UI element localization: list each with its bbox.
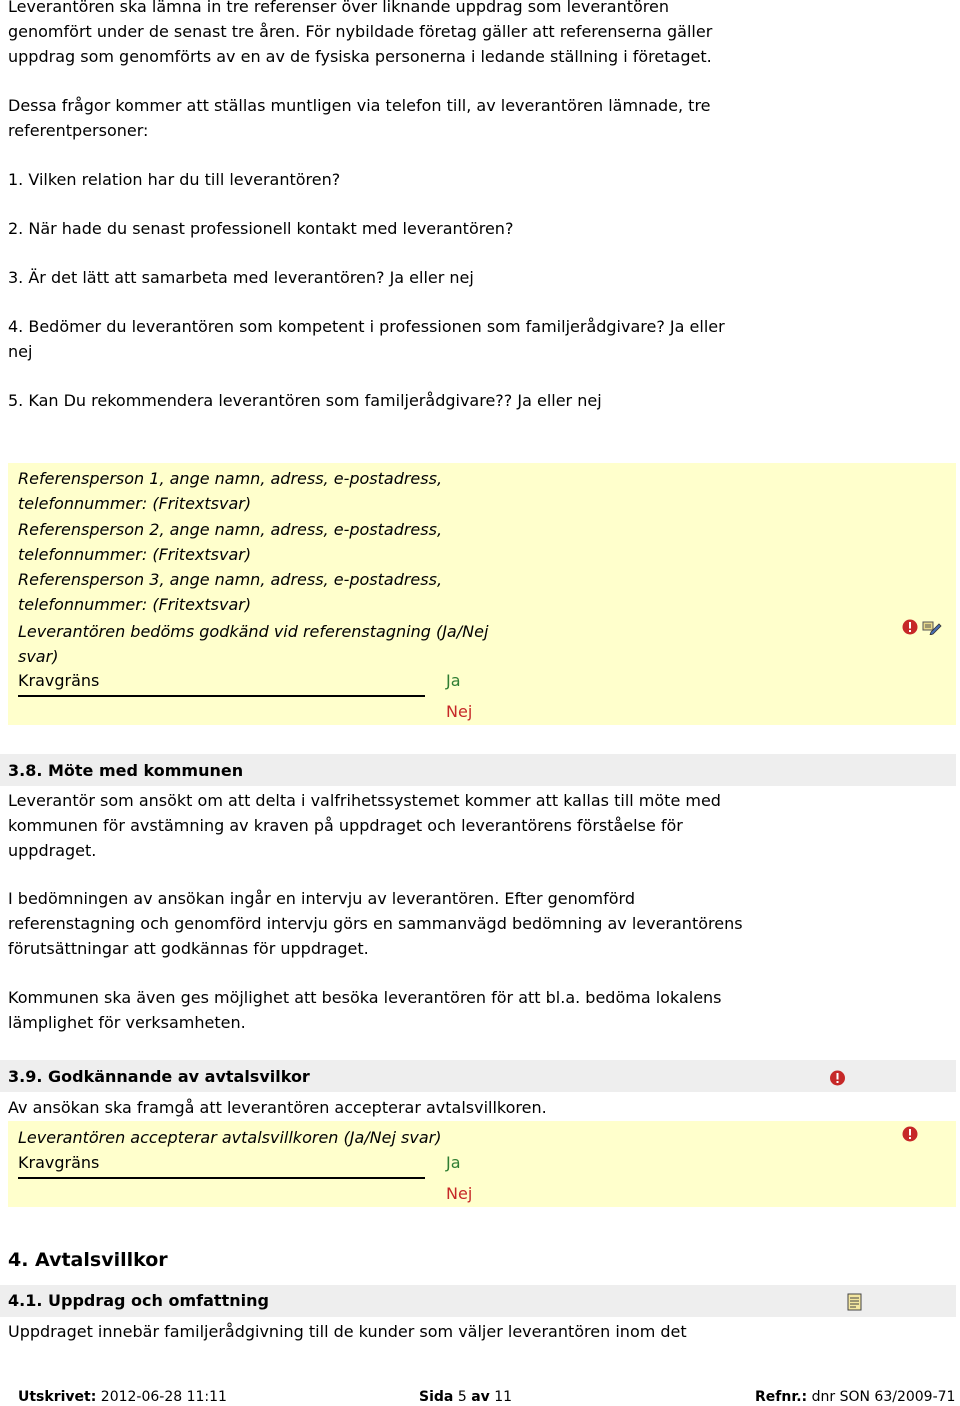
text-line: telefonnummer: (Fritextsvar) <box>18 494 252 513</box>
text-line: referenstagning och genomförd intervju görs en sammanvägd bedömning av leverantörens <box>8 914 743 933</box>
text-line: telefonnummer: (Fritextsvar) <box>18 545 252 564</box>
text-line: svar) <box>18 647 59 666</box>
section-3-9-paragraph: Av ansökan ska framgå att leverantören accepterar avtalsvillkoren. <box>8 1098 547 1117</box>
warning-icon <box>902 1126 918 1142</box>
text-line: Leverantören bedöms godkänd vid referenstagning (Ja/Nej <box>18 622 489 641</box>
question-2: 2. När hade du senast professionell kontakt med leverantören? <box>8 219 514 238</box>
question-3: 3. Är det lätt att samarbeta med leverantören? Ja eller nej <box>8 268 474 287</box>
answer-ja-option[interactable]: Ja <box>446 671 461 690</box>
answer-nej-option[interactable]: Nej <box>446 1184 473 1203</box>
footer-page-of: av <box>471 1389 490 1405</box>
footer-ref-label: Refnr.: <box>755 1389 808 1405</box>
question-5: 5. Kan Du rekommendera leverantören som familjerådgivare?? Ja eller nej <box>8 391 602 410</box>
text-line: genomfört under de senast tre åren. För nybildade företag gäller att referenserna gäller <box>8 22 713 41</box>
warning-icon <box>829 1070 846 1086</box>
document-icon[interactable] <box>846 1293 864 1311</box>
footer-printed <box>18 1388 227 1406</box>
intro-paragraph <box>8 0 808 69</box>
text-line: Referensperson 1, ange namn, adress, e-postadress, <box>18 469 443 488</box>
footer-printed-value: 2012-06-28 11:11 <box>100 1389 227 1405</box>
text-line: Dessa frågor kommer att ställas muntligen via telefon till, av leverantören lämnade, tre <box>8 96 711 115</box>
text-line: I bedömningen av ansökan ingår en intervju av leverantören. Efter genomförd <box>8 889 635 908</box>
section-3-8-paragraph-2 <box>8 886 808 961</box>
text-line: Referensperson 2, ange namn, adress, e-postadress, <box>18 520 443 539</box>
text-line: telefonnummer: (Fritextsvar) <box>18 595 252 614</box>
section-3-9-heading: 3.9. Godkännande av avtalsvilkor <box>8 1067 310 1086</box>
warning-icon <box>902 619 918 635</box>
avtalsvilkor-question: Leverantören accepterar avtalsvillkoren (Ja/Nej svar) <box>18 1128 442 1147</box>
text-line: Kommunen ska även ges möjlighet att besöka leverantören för att bl.a. bedöma lokalens <box>8 988 722 1007</box>
footer-ref-value: dnr SON 63/2009-71 <box>811 1389 956 1405</box>
text-line: uppdraget. <box>8 841 97 860</box>
footer-page-label: Sida <box>419 1389 454 1405</box>
kravgrans-divider <box>18 1177 425 1179</box>
questions-intro <box>8 93 808 143</box>
edit-pencil-icon[interactable] <box>922 619 942 635</box>
reference-approval-question <box>18 619 518 669</box>
section-4-heading: 4. Avtalsvillkor <box>8 1249 168 1271</box>
section-3-8-paragraph-3 <box>8 985 808 1035</box>
answer-ja-option[interactable]: Ja <box>446 1153 461 1172</box>
text-line: nej <box>8 342 33 361</box>
reference-person-3-field[interactable] <box>18 567 518 617</box>
kravgrans-label: Kravgräns <box>18 671 100 690</box>
section-3-8-paragraph-1 <box>8 788 808 863</box>
footer-page-number <box>419 1388 512 1406</box>
answer-nej-option[interactable]: Nej <box>446 702 473 721</box>
text-line: Referensperson 3, ange namn, adress, e-postadress, <box>18 570 443 589</box>
reference-person-1-field[interactable] <box>18 466 518 516</box>
text-line: kommunen för avstämning av kraven på uppdraget och leverantörens förståelse för <box>8 816 683 835</box>
question-4 <box>8 314 808 364</box>
section-3-8-heading: 3.8. Möte med kommunen <box>8 761 244 780</box>
kravgrans-divider <box>18 695 425 697</box>
footer-page-total: 11 <box>494 1389 513 1405</box>
text-line: förutsättningar att godkännas för uppdraget. <box>8 939 369 958</box>
reference-person-2-field[interactable] <box>18 517 518 567</box>
question-1: 1. Vilken relation har du till leverantören? <box>8 170 341 189</box>
kravgrans-label: Kravgräns <box>18 1153 100 1172</box>
text-line: uppdrag som genomförts av en av de fysiska personerna i ledande ställning i företaget. <box>8 47 712 66</box>
section-4-1-paragraph: Uppdraget innebär familjerådgivning till de kunder som väljer leverantören inom det <box>8 1322 687 1341</box>
text-line: 4. Bedömer du leverantören som kompetent i professionen som familjerådgivare? Ja eller <box>8 317 725 336</box>
footer-page-num: 5 <box>457 1389 467 1405</box>
text-line: Leverantören ska lämna in tre referenser över liknande uppdrag som leverantören <box>8 0 669 16</box>
section-4-1-heading: 4.1. Uppdrag och omfattning <box>8 1291 269 1310</box>
footer-printed-label: Utskrivet: <box>18 1389 97 1405</box>
text-line: lämplighet för verksamheten. <box>8 1013 246 1032</box>
footer-reference <box>755 1388 955 1406</box>
text-line: referentpersoner: <box>8 121 149 140</box>
text-line: Leverantör som ansökt om att delta i valfrihetssystemet kommer att kallas till möte med <box>8 791 721 810</box>
